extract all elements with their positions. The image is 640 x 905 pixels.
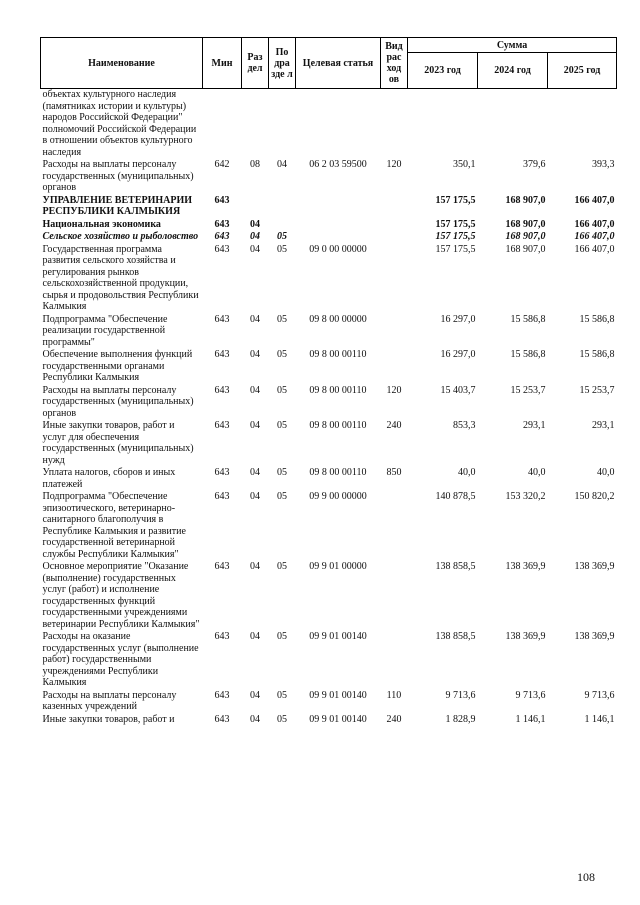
- header-year-2023: 2023 год: [408, 53, 478, 89]
- row-sum-2023: [408, 89, 478, 160]
- row-sum-2023: 157 175,5: [435, 218, 476, 230]
- row-razdel: 04: [250, 467, 260, 478]
- row-sum-2023: 16 297,0: [440, 313, 476, 325]
- header-podrazdel: По дра зде л: [269, 38, 296, 89]
- row-name: Расходы на выплаты персоналу государственных (муниципальных) органов: [42, 159, 194, 193]
- table-row: [41, 420, 617, 467]
- row-name: УПРАВЛЕНИЕ ВЕТЕРИНАРИИ РЕСПУБЛИКИ КАЛМЫКИЯ: [42, 194, 193, 217]
- row-target: 09 9 01 00140: [309, 713, 367, 725]
- row-sum-2025: 138 369,9: [574, 631, 615, 642]
- row-podrazdel: 05: [277, 384, 287, 396]
- row-name: Основное мероприятие "Оказание (выполнение) государственных услуг (работ) и исполнение государственных функций государственными учреждениями ветеринарии Республики Калмыкия": [42, 561, 200, 630]
- row-sum-2023: 157 175,5: [435, 231, 476, 242]
- row-podrazdel: 05: [277, 349, 287, 360]
- row-podrazdel: 05: [277, 420, 287, 431]
- row-podrazdel: [269, 219, 296, 232]
- row-sum-2024: 293,1: [523, 420, 546, 431]
- row-sum-2023: 138 858,5: [435, 631, 476, 642]
- table-row: [41, 314, 617, 350]
- row-podrazdel: 05: [277, 467, 287, 478]
- row-razdel: 04: [250, 384, 260, 396]
- table-row: [41, 244, 617, 314]
- row-vid: [381, 631, 408, 690]
- row-target: 09 8 00 00110: [309, 467, 367, 478]
- row-min: 643: [214, 420, 230, 431]
- row-sum-2025: 138 369,9: [574, 561, 615, 572]
- row-sum-2025: 166 407,0: [574, 218, 615, 230]
- row-sum-2025: 293,1: [592, 420, 615, 431]
- row-vid: 240: [386, 713, 402, 725]
- row-sum-2025: 166 407,0: [574, 194, 615, 206]
- row-sum-2023: 157 175,5: [435, 243, 476, 255]
- row-name: Национальная экономика: [42, 218, 161, 230]
- row-name: Подпрограмма "Обеспечение реализации государственной программы": [42, 313, 168, 348]
- row-min: 643: [214, 194, 230, 206]
- row-razdel: 04: [250, 349, 260, 360]
- row-sum-2023: 16 297,0: [440, 349, 476, 360]
- header-razdel: Раз дел: [242, 38, 269, 89]
- table-body: [41, 89, 617, 727]
- row-razdel: 04: [250, 420, 260, 431]
- row-sum-2024: 168 907,0: [505, 218, 546, 230]
- row-min: 643: [214, 467, 230, 478]
- row-target: 09 8 00 00110: [309, 420, 367, 431]
- row-sum-2023: 157 175,5: [435, 194, 476, 206]
- row-min: 643: [214, 313, 230, 325]
- row-target: 09 8 00 00110: [309, 349, 367, 360]
- table-row: [41, 219, 617, 232]
- page-number: 108: [577, 870, 595, 884]
- row-sum-2023: 9 713,6: [445, 689, 476, 701]
- header-year-2025: 2025 год: [548, 53, 617, 89]
- row-vid: 120: [386, 159, 402, 170]
- row-razdel: 08: [250, 159, 260, 170]
- row-sum-2024: 153 320,2: [505, 491, 546, 502]
- row-name: Государственная программа развития сельского хозяйства и регулирования рынков сельскохозяйственной продукции, сырья и продовольствия Республики Калмыкия: [42, 243, 199, 312]
- table-row: [41, 467, 617, 491]
- header-name: Наименование: [41, 38, 203, 89]
- row-name: Сельское хозяйство и рыболовство: [42, 231, 199, 242]
- header-year-2024: 2024 год: [478, 53, 548, 89]
- row-vid: [381, 219, 408, 232]
- row-podrazdel: 05: [277, 231, 287, 242]
- row-name: Уплата налогов, сборов и иных платежей: [42, 467, 176, 490]
- table-row: [41, 159, 617, 195]
- row-podrazdel: [269, 195, 296, 219]
- row-name: Иные закупки товаров, работ и услуг для обеспечения государственных (муниципальных) нужд: [42, 420, 194, 466]
- row-target: 09 9 00 00000: [309, 491, 367, 502]
- row-razdel: [242, 89, 269, 160]
- row-sum-2024: 379,6: [523, 159, 546, 170]
- row-sum-2023: 140 878,5: [435, 491, 476, 502]
- row-sum-2024: 138 369,9: [505, 561, 546, 572]
- table-row: [41, 231, 617, 244]
- row-sum-2024: 15 586,8: [510, 349, 546, 360]
- row-sum-2024: 1 146,1: [515, 713, 546, 725]
- row-target: 09 0 00 00000: [309, 243, 367, 255]
- row-min: 643: [214, 384, 230, 396]
- row-podrazdel: [269, 89, 296, 160]
- table-row: [41, 491, 617, 561]
- row-podrazdel: 05: [277, 713, 287, 725]
- row-razdel: 04: [250, 243, 260, 255]
- row-razdel: [242, 195, 269, 219]
- row-min: 643: [214, 231, 230, 242]
- row-target: [296, 231, 381, 244]
- row-vid: [381, 195, 408, 219]
- row-sum-2023: 350,1: [453, 159, 476, 170]
- row-target: 09 8 00 00110: [309, 384, 367, 396]
- row-podrazdel: 04: [277, 159, 287, 170]
- row-vid: [381, 561, 408, 631]
- row-razdel: 04: [250, 491, 260, 502]
- header-vid: Вид рас ход ов: [381, 38, 408, 89]
- row-name: Обеспечение выполнения функций государственными органами Республики Калмыкия: [42, 349, 193, 383]
- row-target: 09 9 01 00140: [309, 689, 367, 701]
- table-row: [41, 690, 617, 714]
- row-target: [296, 89, 381, 160]
- row-vid: 120: [386, 384, 402, 396]
- row-razdel: 04: [250, 713, 260, 725]
- row-sum-2025: 166 407,0: [574, 243, 615, 255]
- row-podrazdel: 05: [277, 491, 287, 502]
- row-razdel: 04: [250, 231, 260, 242]
- row-vid: [381, 491, 408, 561]
- row-sum-2024: 15 253,7: [510, 384, 546, 396]
- row-sum-2024: 40,0: [528, 467, 546, 478]
- row-name: Расходы на выплаты персоналу государственных (муниципальных) органов: [42, 384, 194, 419]
- row-min: 643: [214, 689, 230, 701]
- row-podrazdel: 05: [277, 313, 287, 325]
- row-min: [203, 89, 242, 160]
- row-vid: [381, 314, 408, 350]
- header-min: Мин: [203, 38, 242, 89]
- table-header: [41, 38, 617, 89]
- row-vid: 850: [386, 467, 402, 478]
- row-razdel: 04: [250, 689, 260, 701]
- row-podrazdel: 05: [277, 561, 287, 572]
- row-sum-2024: [478, 89, 548, 160]
- row-name: Расходы на выплаты персоналу казенных учреждений: [42, 689, 177, 712]
- row-vid: [381, 244, 408, 314]
- row-name: Подпрограмма "Обеспечение эпизоотического, ветеринарно-санитарного благополучия в Республике Калмыкия и развитие государственной ветеринарной службы Республики Калмыкия": [42, 491, 186, 560]
- row-name: объектах культурного наследия (памятниках истории и культуры) народов Российской Федерации" полномочий Российской Федерации в отношении объектов культурного наследия: [42, 89, 197, 158]
- row-min: 643: [214, 713, 230, 725]
- table-row: [41, 195, 617, 219]
- row-sum-2024: 138 369,9: [505, 631, 546, 642]
- row-sum-2024: 168 907,0: [505, 231, 546, 242]
- row-sum-2023: 15 403,7: [440, 384, 476, 396]
- budget-table: [40, 37, 617, 726]
- row-vid: [381, 231, 408, 244]
- row-sum-2024: 9 713,6: [515, 689, 546, 701]
- row-vid: [381, 349, 408, 385]
- row-target: 09 9 01 00000: [309, 561, 367, 572]
- row-sum-2025: [548, 89, 617, 160]
- row-razdel: 04: [250, 631, 260, 642]
- row-sum-2025: 9 713,6: [584, 689, 615, 701]
- row-razdel: 04: [250, 313, 260, 325]
- header-summa: Сумма: [408, 38, 617, 53]
- row-sum-2025: 40,0: [597, 467, 615, 478]
- row-podrazdel: 05: [277, 689, 287, 701]
- row-sum-2025: 393,3: [592, 159, 615, 170]
- row-target: [296, 195, 381, 219]
- row-sum-2023: 40,0: [458, 467, 476, 478]
- row-sum-2025: 166 407,0: [574, 231, 615, 242]
- row-sum-2024: 15 586,8: [510, 313, 546, 325]
- table-row: [41, 385, 617, 421]
- row-target: 09 9 01 00140: [309, 631, 367, 642]
- row-min: 643: [214, 349, 230, 360]
- row-podrazdel: 05: [277, 243, 287, 255]
- row-vid: 240: [386, 420, 402, 431]
- row-sum-2025: 150 820,2: [574, 491, 615, 502]
- row-sum-2025: 15 253,7: [579, 384, 615, 396]
- row-sum-2023: 1 828,9: [445, 713, 476, 725]
- row-min: 642: [214, 159, 230, 170]
- row-razdel: 04: [250, 561, 260, 572]
- row-name: Расходы на оказание государственных услуг (выполнение работ) государственными учреждениями Республики Калмыкия: [42, 631, 199, 688]
- row-sum-2024: 168 907,0: [505, 243, 546, 255]
- row-min: 643: [214, 491, 230, 502]
- row-name: Иные закупки товаров, работ и: [42, 713, 175, 725]
- row-vid: 110: [386, 689, 402, 701]
- row-target: [296, 219, 381, 232]
- row-min: 643: [214, 631, 230, 642]
- row-target: 09 8 00 00000: [309, 313, 367, 325]
- row-min: 643: [214, 561, 230, 572]
- row-sum-2025: 15 586,8: [579, 313, 615, 325]
- row-min: 643: [214, 243, 230, 255]
- row-sum-2023: 138 858,5: [435, 561, 476, 572]
- row-razdel: 04: [250, 218, 260, 230]
- table-row: [41, 631, 617, 690]
- row-podrazdel: 05: [277, 631, 287, 642]
- row-sum-2023: 853,3: [453, 420, 476, 431]
- row-sum-2025: 1 146,1: [584, 713, 615, 725]
- row-target: 06 2 03 59500: [309, 159, 367, 170]
- row-sum-2025: 15 586,8: [579, 349, 615, 360]
- table-row: [41, 714, 617, 727]
- header-target: Целевая статья: [296, 38, 381, 89]
- table-row: [41, 349, 617, 385]
- table-row: [41, 89, 617, 160]
- row-sum-2024: 168 907,0: [505, 194, 546, 206]
- row-vid: [381, 89, 408, 160]
- row-min: 643: [214, 218, 230, 230]
- table-row: [41, 561, 617, 631]
